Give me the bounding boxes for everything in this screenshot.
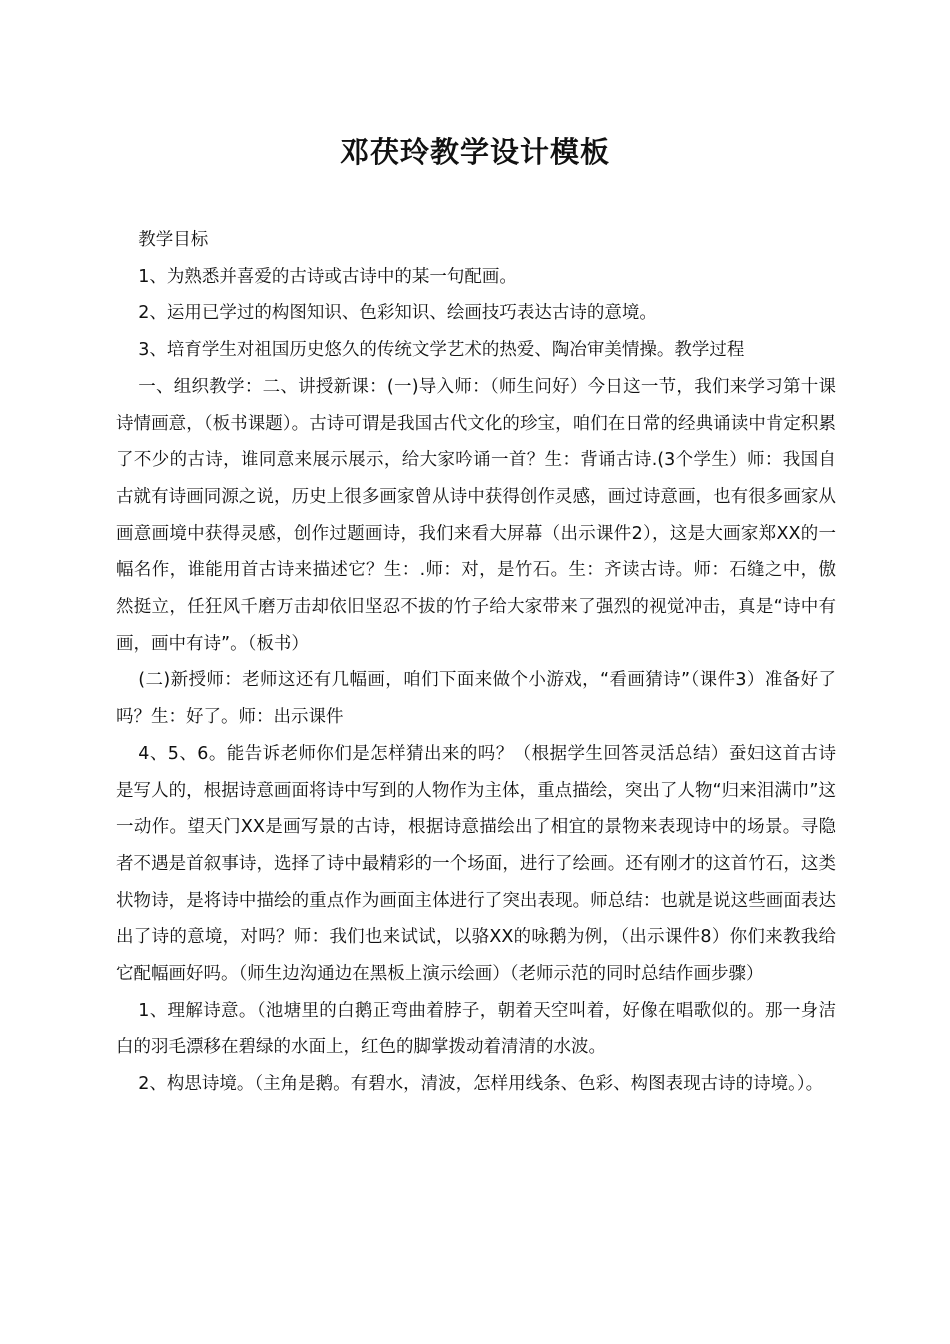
paragraph-step-2: 2、构思诗境。（主角是鹅。有碧水，清波，怎样用线条、色彩、构图表现古诗的诗境。）。: [138, 1074, 824, 1095]
document-body: [116, 222, 836, 1103]
paragraph-objective-3: 3、培育学生对祖国历史悠久的传统文学艺术的热爱、陶冶审美情操。教学过程: [138, 340, 745, 361]
paragraph-objective-1: 1、为熟悉并喜爱的古诗或古诗中的某一句配画。: [138, 266, 517, 287]
paragraph-discussion: 4、5、6。能告诉老师你们是怎样猜出来的吗？（根据学生回答灵活总结）蚕妇这首古诗是写人的，根据诗意画面将诗中写到的人物作为主体，重点描绘，突出了人物“归来泪满巾”这一动作。望天门XX是画写景的古诗，根据诗意描绘出了相宜的景物来表现诗中的场景。寻隐者不遇是首叙事诗，选择了诗中最精彩的一个场面，进行了绘画。还有刚才的这首竹石，这类状物诗，是将诗中描绘的重点作为画面主体进行了突出表现。师总结：也就是说这些画面表达出了诗的意境，对吗？师：我们也来试试，以骆XX的咏鹅为例，（出示课件8）你们来教我给它配幅画好吗。（师生边沟通边在黑板上演示绘画）（老师示范的同时总结作画步骤）: [116, 743, 836, 985]
paragraph-objective-2: 2、运用已学过的构图知识、色彩知识、绘画技巧表达古诗的意境。: [138, 303, 657, 324]
paragraph-new-lesson: (二)新授师：老师这还有几幅画，咱们下面来做个小游戏，“看画猜诗”（课件3）准备好了吗？生：好了。师：出示课件: [116, 670, 836, 728]
section-heading-objectives: 教学目标: [138, 230, 209, 250]
document-title: 邓茯玲教学设计模板: [339, 135, 610, 169]
paragraph-introduction: 一、组织教学：二、讲授新课：(一)导入师：（师生问好）今日这一节，我们来学习第十课诗情画意，（板书课题）。古诗可谓是我国古代文化的珍宝，咱们在日常的经典诵读中肯定积累了不少的古诗，谁同意来展示展示，给大家吟诵一首？生：背诵古诗.(3个学生）师：我国自古就有诗画同源之说，历史上很多画家曾从诗中获得创作灵感，画过诗意画，也有很多画家从画意画境中获得灵感，创作过题画诗，我们来看大屏幕（出示课件2），这是大画家郑XX的一幅名作，谁能用首古诗来描述它？生：.师：对，是竹石。生：齐读古诗。师：石缝之中，傲然挺立，任狂风千磨万击却依旧坚忍不拔的竹子给大家带来了强烈的视觉冲击，真是“诗中有画，画中有诗”。（板书）: [116, 376, 836, 654]
paragraph-step-1: 1、理解诗意。（池塘里的白鹅正弯曲着脖子，朝着天空叫着，好像在唱歌似的。那一身洁白的羽毛漂移在碧绿的水面上，红色的脚掌拨动着清清的水波。: [116, 1000, 836, 1058]
